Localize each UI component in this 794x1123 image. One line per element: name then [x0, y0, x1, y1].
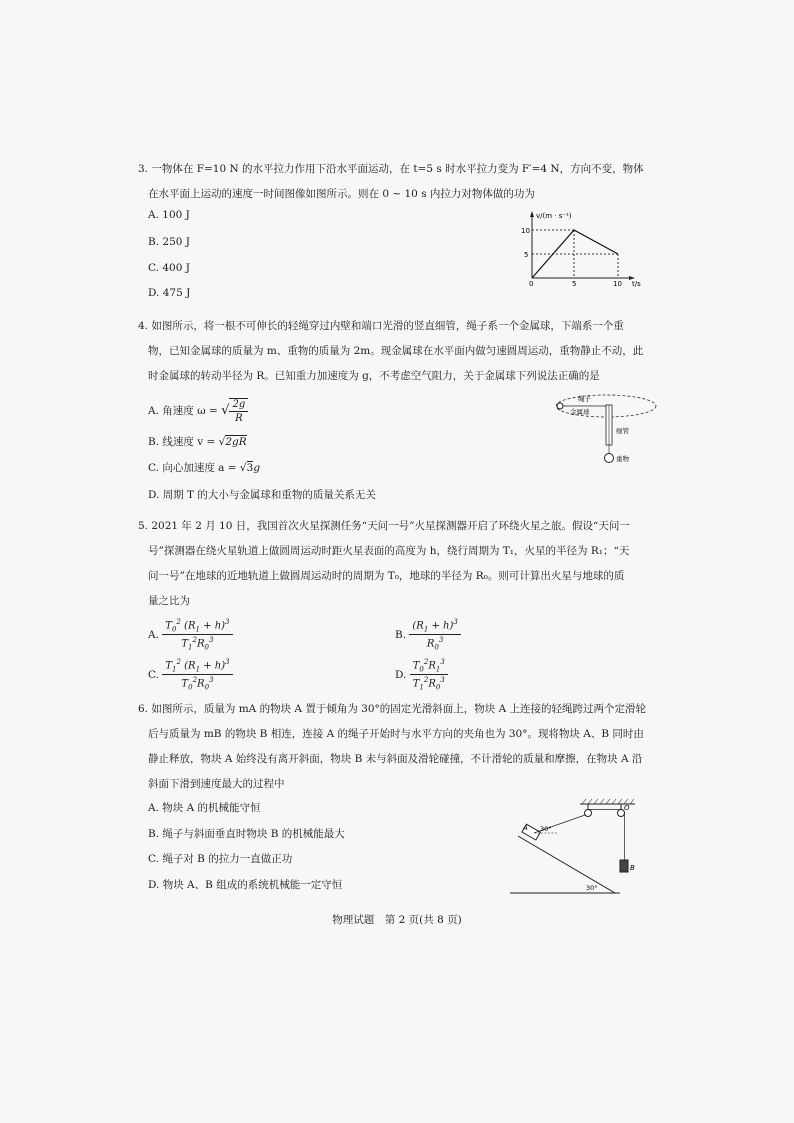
q5-option-d: D. $\frac{T_0^2R_1^3}{T_1^2R_0^3}$: [395, 658, 448, 692]
graph-tick-x5: 5: [572, 280, 577, 288]
q5-option-a: A. $\frac{T_0^2 (R_1 + h)^3}{T_1^2R_0^3}$: [148, 618, 233, 652]
circular-motion-figure: [556, 390, 660, 465]
q5-option-a-label: A.: [148, 628, 159, 641]
metal-ball: [557, 403, 563, 409]
q4-stem-line3: 时金属球的转动半径为 R。已知重力加速度为 g，不考虑空气阻力，关于金属球下列说法正确的是: [148, 370, 600, 382]
angle-label-incline: 30°: [586, 884, 598, 892]
q4-option-b-label: B. 线速度 v =: [148, 436, 216, 448]
q6-option-a: A. 物块 A 的机械能守恒: [148, 802, 261, 814]
graph-tick-x10: 10: [613, 280, 622, 288]
q6-option-b: B. 绳子与斜面垂直时物块 B 的机械能最大: [148, 828, 345, 840]
label-weight: 重物: [616, 455, 629, 463]
q5-stem-line1: 5. 2021 年 2 月 10 日，我国首次火星探测任务“天问一号”火星探测器开启了环绕火星之旅。假设“天问一: [138, 520, 630, 532]
q4-option-a: A. 角速度 ω = √ $\frac{2g}{R}$: [148, 398, 248, 424]
q6-stem-line1: 6. 如图所示，质量为 mA 的物块 A 置于倾角为 30°的固定光滑斜面上，物块 A 上连接的轻绳跨过两个定滑轮: [138, 703, 647, 715]
angle-label-rope: 30°: [540, 825, 552, 833]
question-4: [138, 314, 658, 389]
label-b: B: [630, 864, 635, 872]
q6-option-d: D. 物块 A、B 组成的系统机械能一定守恒: [148, 879, 343, 891]
incline-pulley-figure: [500, 798, 650, 898]
q3-stem-line1: 3. 一物体在 F=10 N 的水平拉力作用下沿水平面运动，在 t=5 s 时水平拉力变为 F′=4 N，方向不变，物体: [138, 163, 644, 175]
velocity-time-graph: [492, 208, 642, 288]
q4-option-c: C. 向心加速度 a = √3g: [148, 462, 261, 474]
q5-option-d-label: D.: [395, 668, 407, 681]
graph-xlabel: t/s: [632, 280, 641, 288]
q3-option-a: A. 100 J: [148, 209, 190, 221]
graph-tick-y10: 10: [521, 227, 530, 235]
question-6: [138, 697, 658, 797]
q5-option-c-label: C.: [148, 668, 159, 681]
q5-option-b-label: B.: [395, 628, 407, 641]
graph-tick-x0: 0: [529, 280, 534, 288]
q4-option-c-label: C. 向心加速度 a =: [148, 462, 237, 474]
q4-stem-line1: 4. 如图所示，将一根不可伸长的轻绳穿过内壁和端口光滑的竖直细管，绳子系一个金属球，下端系一个重: [138, 320, 624, 332]
block-b: [620, 860, 628, 872]
q4-option-a-label: A. 角速度 ω =: [148, 405, 218, 417]
q5-stem-line4: 量之比为: [148, 595, 190, 607]
q3-stem-line2: 在水平面上运动的速度一时间图像如图所示。则在 0 ~ 10 s 内拉力对物体做的功为: [148, 188, 535, 200]
graph-tick-y5: 5: [524, 251, 529, 259]
pulley-1: [585, 810, 592, 817]
question-3: [138, 157, 658, 207]
q3-option-c: C. 400 J: [148, 262, 190, 274]
q4-stem-line2: 物，已知金属球的质量为 m、重物的质量为 2m。现金属球在水平面内做匀速圆周运动，重物静止不动，此: [148, 345, 644, 357]
label-tube: 细管: [616, 427, 629, 435]
q3-option-b: B. 250 J: [148, 236, 190, 248]
incline-region: [510, 853, 615, 893]
graph-y-arrow: [530, 211, 534, 217]
label-rope: 绳子: [578, 395, 591, 403]
q6-stem-line2: 后与质量为 mB 的物块 B 相连，连接 A 的绳子开始时与水平方向的夹角也为 30°。现将物块 A、B 同时由: [148, 728, 644, 740]
q4-option-b: B. 线速度 v = √2gR: [148, 436, 247, 448]
q6-option-c: C. 绳子对 B 的拉力一直做正功: [148, 853, 293, 865]
weight: [605, 454, 614, 463]
label-o: O: [624, 804, 630, 812]
question-5: [138, 514, 658, 614]
q5-stem-line2: 号”探测器在绕火星轨道上做圆周运动时距火星表面的高度为 h，绕行周期为 T₁，火星的半径为 R₁；“天: [148, 545, 630, 557]
graph-ylabel: v/(m · s⁻¹): [536, 212, 572, 220]
q4-option-d: D. 周期 T 的大小与金属球和重物的质量关系无关: [148, 489, 376, 501]
q6-stem-line3: 静止释放，物块 A 始终没有离开斜面，物块 B 未与斜面及滑轮碰撞，不计滑轮的质量和摩擦，在物块 A 沿: [148, 753, 643, 765]
incline-surface: [518, 836, 615, 893]
label-ball: 金属球: [570, 408, 590, 416]
q3-option-d: D. 475 J: [148, 287, 191, 299]
q6-stem-line4: 斜面下滑到速度最大的过程中: [148, 778, 285, 790]
label-a: A: [523, 824, 528, 832]
q5-stem-line3: 问一号”在地球的近地轨道上做圆周运动时的周期为 T₀，地球的半径为 R₀。则可计算出火星与地球的质: [148, 570, 625, 582]
page-footer: 物理试题 第 2 页(共 8 页): [332, 914, 462, 926]
q5-option-c: C. $\frac{T_1^2 (R_1 + h)^3}{T_0^2R_0^3}$: [148, 658, 233, 692]
q5-option-b: B. $\frac{(R_1 + h)^3}{R_0^3}$: [395, 618, 461, 652]
